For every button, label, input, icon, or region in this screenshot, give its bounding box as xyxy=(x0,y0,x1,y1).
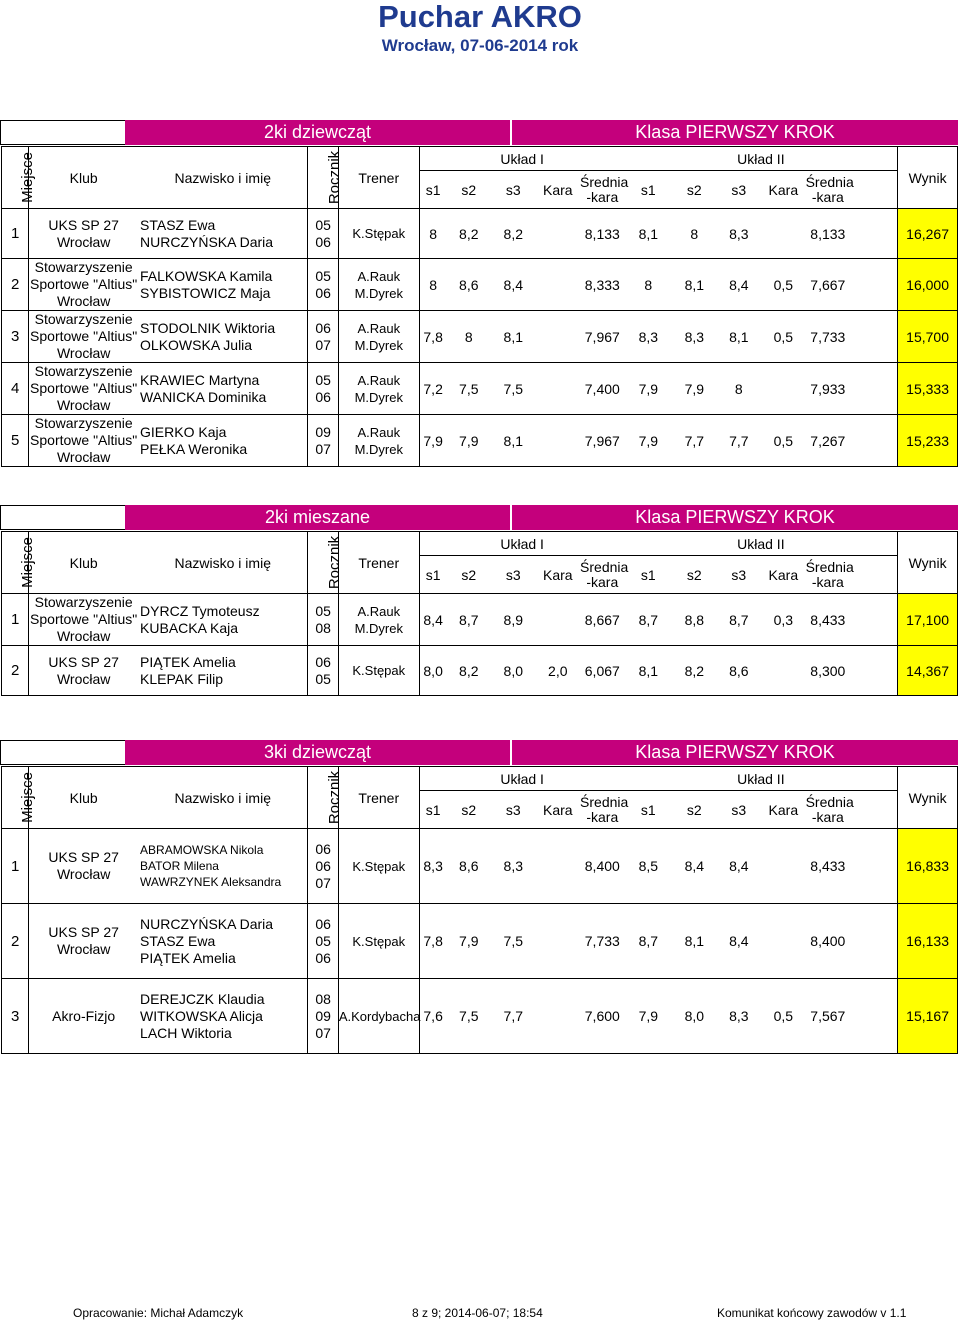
col-trener: Trener xyxy=(338,147,419,209)
col-trener: Trener xyxy=(338,767,419,829)
uklad2-score: 8,1 xyxy=(625,646,673,696)
uklad2-score: 8,1 xyxy=(672,259,717,311)
uklad2-s3: s3 xyxy=(717,556,762,594)
page-subtitle: Wrocław, 07-06-2014 rok xyxy=(381,36,579,55)
uklad2-score: 0,5 xyxy=(761,259,806,311)
uklad1-score: 7,6 xyxy=(419,979,446,1054)
col-wynik: Wynik xyxy=(898,532,958,594)
results-table xyxy=(1,146,958,467)
footer-version: Komunikat końcowy zawodów v 1.1 xyxy=(717,1306,907,1320)
uklad1-score: 2,0 xyxy=(536,646,581,696)
uklad2-score: 8,3 xyxy=(717,209,762,259)
uklad2-s2: s2 xyxy=(672,556,717,594)
header-blank xyxy=(0,505,125,530)
col-rocznik: Rocznik xyxy=(308,767,338,829)
year-cell: 09 07 xyxy=(308,415,338,467)
uklad1-score xyxy=(536,209,581,259)
spacer-cell xyxy=(850,979,898,1054)
uklad2-score: 8,6 xyxy=(717,646,762,696)
place-cell: 2 xyxy=(2,646,29,696)
club-cell: Stowarzyszenie Sportowe "Altius" Wrocław xyxy=(30,415,138,465)
uklad1-s1: s1 xyxy=(419,171,446,209)
club-cell: UKS SP 27 Wrocław xyxy=(29,904,138,979)
place-cell: 3 xyxy=(2,311,29,363)
uklad1-score: 8,400 xyxy=(580,829,625,904)
uklad1-srednia: Średnia -kara xyxy=(580,171,625,209)
uklad1-score: 8,9 xyxy=(491,594,536,646)
uklad2-score: 8,4 xyxy=(717,259,762,311)
uklad2-s2: s2 xyxy=(672,171,717,209)
club-cell: Stowarzyszenie Sportowe "Altius" Wrocław xyxy=(30,311,138,361)
uklad2-score: 7,9 xyxy=(625,979,673,1054)
table-row xyxy=(2,979,958,1054)
uklad2-s3: s3 xyxy=(717,171,762,209)
col-wynik: Wynik xyxy=(898,767,958,829)
uklad2-score: 7,9 xyxy=(625,363,673,415)
place-cell: 4 xyxy=(2,363,29,415)
block-header xyxy=(0,740,960,766)
uklad2-score: 8,0 xyxy=(672,979,717,1054)
uklad1-score xyxy=(536,311,581,363)
uklad1-score: 8,3 xyxy=(491,829,536,904)
uklad1-score xyxy=(536,594,581,646)
names-cell: STODOLNIK Wiktoria OLKOWSKA Julia xyxy=(138,311,308,363)
uklad1-s2: s2 xyxy=(447,791,492,829)
club-cell: Akro-Fizjo xyxy=(29,979,138,1054)
uklad2-s2: s2 xyxy=(672,791,717,829)
year-cell: 05 06 xyxy=(308,209,338,259)
uklad1-s3: s3 xyxy=(491,171,536,209)
spacer-cell xyxy=(850,415,898,467)
uklad2-srednia: Średnia -kara xyxy=(806,556,851,594)
wynik-cell: 16,000 xyxy=(898,259,958,311)
trainer-cell: A.Rauk M.Dyrek xyxy=(338,259,419,311)
club-cell: Stowarzyszenie Sportowe "Altius" Wrocław xyxy=(30,259,138,309)
uklad1-score: 7,400 xyxy=(580,363,625,415)
uklad2-score: 8 xyxy=(672,209,717,259)
col-miejsce: Miejsce xyxy=(2,147,29,209)
category-title: 2ki dziewcząt xyxy=(125,120,510,145)
col-miejsce: Miejsce xyxy=(2,767,29,829)
uklad1-score: 8 xyxy=(447,311,492,363)
col-klub: Klub xyxy=(29,767,138,829)
uklad1-score: 8,6 xyxy=(447,829,492,904)
uklad1-score: 7,9 xyxy=(419,415,446,467)
col-wynik: Wynik xyxy=(898,147,958,209)
col-rocznik: Rocznik xyxy=(308,147,338,209)
trainer-cell: A.Rauk M.Dyrek xyxy=(338,311,419,363)
uklad1-s2: s2 xyxy=(447,171,492,209)
footer-author: Opracowanie: Michał Adamczyk xyxy=(73,1306,244,1320)
uklad2-score: 8,7 xyxy=(625,594,673,646)
uklad1-kara: Kara xyxy=(536,556,581,594)
uklad2-score: 7,7 xyxy=(672,415,717,467)
uklad1-score: 8,6 xyxy=(447,259,492,311)
uklad2-score: 8,8 xyxy=(672,594,717,646)
col-klub: Klub xyxy=(29,147,138,209)
uklad2-kara: Kara xyxy=(761,556,806,594)
uklad2-score: 7,7 xyxy=(717,415,762,467)
spacer-cell xyxy=(850,791,898,829)
club-cell: UKS SP 27 Wrocław xyxy=(29,646,138,696)
uklad2-score xyxy=(761,829,806,904)
uklad2-score: 7,9 xyxy=(672,363,717,415)
uklad2-score: 8,433 xyxy=(806,594,851,646)
trainer-cell: K.Stępak xyxy=(338,646,419,696)
uklad1-score: 7,967 xyxy=(580,415,625,467)
year-cell: 06 05 06 xyxy=(308,904,338,979)
uklad2-score: 0,3 xyxy=(761,594,806,646)
spacer-cell xyxy=(850,904,898,979)
names-cell: PIĄTEK Amelia KLEPAK Filip xyxy=(138,646,308,696)
uklad1-score: 6,067 xyxy=(580,646,625,696)
col-klub: Klub xyxy=(29,532,138,594)
uklad1-score: 7,733 xyxy=(580,904,625,979)
uklad1-score: 8,2 xyxy=(447,209,492,259)
category-title: 2ki mieszane xyxy=(125,505,510,530)
col-nazwisko: Nazwisko i imię xyxy=(138,147,308,209)
wynik-cell: 15,333 xyxy=(898,363,958,415)
uklad1-header: Układ I xyxy=(419,532,624,556)
place-cell: 1 xyxy=(2,209,29,259)
uklad1-score: 8,333 xyxy=(580,259,625,311)
block-header xyxy=(0,505,960,531)
names-cell: NURCZYŃSKA Daria STASZ Ewa PIĄTEK Amelia xyxy=(138,904,308,979)
year-cell: 06 05 xyxy=(308,646,338,696)
wynik-cell: 15,700 xyxy=(898,311,958,363)
place-cell: 2 xyxy=(2,904,29,979)
uklad2-score: 0,5 xyxy=(761,311,806,363)
results-table xyxy=(1,766,958,1054)
trainer-cell: A.Rauk M.Dyrek xyxy=(338,415,419,467)
uklad1-score: 8,2 xyxy=(491,209,536,259)
wynik-cell: 15,167 xyxy=(898,979,958,1054)
uklad1-score xyxy=(536,829,581,904)
uklad1-score: 8,2 xyxy=(447,646,492,696)
uklad2-score: 8,4 xyxy=(717,829,762,904)
trainer-cell: K.Stępak xyxy=(338,829,419,904)
uklad2-score: 8,7 xyxy=(625,904,673,979)
wynik-cell: 14,367 xyxy=(898,646,958,696)
uklad2-srednia: Średnia -kara xyxy=(806,791,851,829)
place-cell: 5 xyxy=(2,415,29,467)
uklad1-score: 8,133 xyxy=(580,209,625,259)
uklad1-score: 8,7 xyxy=(447,594,492,646)
uklad1-score: 8,3 xyxy=(419,829,446,904)
uklad1-header: Układ I xyxy=(419,147,624,171)
block-header xyxy=(0,120,960,146)
uklad1-score: 8,4 xyxy=(491,259,536,311)
uklad2-score: 7,933 xyxy=(806,363,851,415)
wynik-cell: 17,100 xyxy=(898,594,958,646)
category-title: 3ki dziewcząt xyxy=(125,740,510,765)
year-cell: 05 08 xyxy=(308,594,338,646)
uklad2-header: Układ II xyxy=(625,532,898,556)
uklad1-score: 8,4 xyxy=(419,594,446,646)
trainer-cell: K.Stępak xyxy=(338,209,419,259)
uklad1-score: 7,967 xyxy=(580,311,625,363)
header-blank xyxy=(0,740,125,765)
page-title: Puchar AKRO xyxy=(378,0,582,34)
uklad2-s1: s1 xyxy=(625,791,673,829)
club-cell: UKS SP 27 Wrocław xyxy=(29,829,138,904)
year-cell: 05 06 xyxy=(308,363,338,415)
uklad1-score: 7,7 xyxy=(491,979,536,1054)
uklad1-s1: s1 xyxy=(419,556,446,594)
uklad1-header: Układ I xyxy=(419,767,624,791)
uklad2-score: 8,400 xyxy=(806,904,851,979)
uklad2-score xyxy=(761,363,806,415)
year-cell: 06 06 07 xyxy=(308,829,338,904)
place-cell: 1 xyxy=(2,829,29,904)
uklad2-score: 8,1 xyxy=(717,311,762,363)
uklad2-score: 7,567 xyxy=(806,979,851,1054)
uklad2-score: 8,4 xyxy=(672,829,717,904)
uklad1-score: 7,5 xyxy=(491,904,536,979)
uklad2-s1: s1 xyxy=(625,556,673,594)
spacer-cell xyxy=(850,171,898,209)
spacer-cell xyxy=(850,259,898,311)
uklad2-score: 8,300 xyxy=(806,646,851,696)
uklad2-header: Układ II xyxy=(625,767,898,791)
spacer-cell xyxy=(850,209,898,259)
table-row xyxy=(2,594,958,646)
club-cell: Stowarzyszenie Sportowe "Altius" Wrocław xyxy=(30,363,138,413)
uklad1-score: 7,5 xyxy=(491,363,536,415)
names-cell: DEREJCZK Klaudia WITKOWSKA Alicja LACH Wiktoria xyxy=(138,979,308,1054)
uklad2-score: 8,133 xyxy=(806,209,851,259)
uklad1-score: 8,0 xyxy=(419,646,446,696)
uklad2-score: 8,1 xyxy=(672,904,717,979)
uklad2-score: 8,3 xyxy=(717,979,762,1054)
spacer-cell xyxy=(850,311,898,363)
club-cell: UKS SP 27 Wrocław xyxy=(29,209,138,259)
uklad2-score: 8,7 xyxy=(717,594,762,646)
results-table xyxy=(1,531,958,696)
year-cell: 06 07 xyxy=(308,311,338,363)
uklad1-score xyxy=(536,979,581,1054)
uklad2-score: 8,2 xyxy=(672,646,717,696)
wynik-cell: 15,233 xyxy=(898,415,958,467)
place-cell: 3 xyxy=(2,979,29,1054)
uklad2-score: 8,3 xyxy=(672,311,717,363)
spacer-cell xyxy=(850,829,898,904)
uklad1-score: 7,8 xyxy=(419,311,446,363)
uklad2-score: 8 xyxy=(625,259,673,311)
uklad1-score: 8,0 xyxy=(491,646,536,696)
uklad2-score xyxy=(761,904,806,979)
uklad2-header: Układ II xyxy=(625,147,898,171)
names-cell: KRAWIEC Martyna WANICKA Dominika xyxy=(138,363,308,415)
uklad1-score: 7,5 xyxy=(447,979,492,1054)
table-row xyxy=(2,829,958,904)
wynik-cell: 16,267 xyxy=(898,209,958,259)
uklad1-kara: Kara xyxy=(536,791,581,829)
table-row xyxy=(2,259,958,311)
table-row xyxy=(2,415,958,467)
place-cell: 1 xyxy=(2,594,29,646)
col-rocznik: Rocznik xyxy=(308,532,338,594)
uklad1-s1: s1 xyxy=(419,791,446,829)
names-cell: STASZ Ewa NURCZYŃSKA Daria xyxy=(138,209,308,259)
uklad1-score xyxy=(536,259,581,311)
uklad1-score: 7,600 xyxy=(580,979,625,1054)
uklad2-srednia: Średnia -kara xyxy=(806,171,851,209)
club-cell: Stowarzyszenie Sportowe "Altius" Wrocław xyxy=(30,594,138,644)
uklad2-score: 0,5 xyxy=(761,415,806,467)
uklad2-score: 8,1 xyxy=(625,209,673,259)
spacer-cell xyxy=(850,594,898,646)
names-cell: GIERKO Kaja PEŁKA Weronika xyxy=(138,415,308,467)
table-row xyxy=(2,209,958,259)
class-title: Klasa PIERWSZY KROK xyxy=(512,120,958,145)
uklad1-score: 7,2 xyxy=(419,363,446,415)
uklad1-score: 8,1 xyxy=(491,311,536,363)
names-cell: DYRCZ Tymoteusz KUBACKA Kaja xyxy=(138,594,308,646)
uklad1-s3: s3 xyxy=(491,556,536,594)
uklad2-score xyxy=(761,646,806,696)
uklad1-score: 7,9 xyxy=(447,415,492,467)
uklad2-s1: s1 xyxy=(625,171,673,209)
uklad1-srednia: Średnia -kara xyxy=(580,791,625,829)
uklad1-srednia: Średnia -kara xyxy=(580,556,625,594)
uklad2-score: 8,5 xyxy=(625,829,673,904)
col-nazwisko: Nazwisko i imię xyxy=(138,767,308,829)
uklad1-score: 8 xyxy=(419,209,446,259)
uklad1-score: 8,1 xyxy=(491,415,536,467)
wynik-cell: 16,133 xyxy=(898,904,958,979)
col-trener: Trener xyxy=(338,532,419,594)
names-cell: ABRAMOWSKA Nikola BATOR Milena WAWRZYNEK Aleksandra xyxy=(138,829,308,904)
uklad2-score: 0,5 xyxy=(761,979,806,1054)
uklad2-score: 8 xyxy=(717,363,762,415)
table-row xyxy=(2,311,958,363)
wynik-cell: 16,833 xyxy=(898,829,958,904)
uklad1-kara: Kara xyxy=(536,171,581,209)
uklad2-score xyxy=(761,209,806,259)
trainer-cell: A.Kordybacha xyxy=(338,979,419,1054)
uklad1-score xyxy=(536,363,581,415)
table-row xyxy=(2,904,958,979)
uklad1-s3: s3 xyxy=(491,791,536,829)
trainer-cell: K.Stępak xyxy=(338,904,419,979)
uklad2-kara: Kara xyxy=(761,791,806,829)
uklad2-score: 7,667 xyxy=(806,259,851,311)
place-cell: 2 xyxy=(2,259,29,311)
table-row xyxy=(2,646,958,696)
footer-page-info: 8 z 9; 2014-06-07; 18:54 xyxy=(412,1306,543,1320)
uklad2-score: 7,9 xyxy=(625,415,673,467)
uklad1-score: 7,5 xyxy=(447,363,492,415)
uklad2-score: 8,3 xyxy=(625,311,673,363)
year-cell: 08 09 07 xyxy=(308,979,338,1054)
spacer-cell xyxy=(850,363,898,415)
uklad1-score: 7,9 xyxy=(447,904,492,979)
header-blank xyxy=(0,120,125,145)
trainer-cell: A.Rauk M.Dyrek xyxy=(338,594,419,646)
col-miejsce: Miejsce xyxy=(2,532,29,594)
uklad1-score: 7,8 xyxy=(419,904,446,979)
uklad1-score: 8,667 xyxy=(580,594,625,646)
table-row xyxy=(2,363,958,415)
uklad2-score: 8,433 xyxy=(806,829,851,904)
uklad1-score xyxy=(536,904,581,979)
year-cell: 05 06 xyxy=(308,259,338,311)
spacer-cell xyxy=(850,556,898,594)
uklad2-kara: Kara xyxy=(761,171,806,209)
class-title: Klasa PIERWSZY KROK xyxy=(512,505,958,530)
uklad1-score: 8 xyxy=(419,259,446,311)
trainer-cell: A.Rauk M.Dyrek xyxy=(338,363,419,415)
class-title: Klasa PIERWSZY KROK xyxy=(512,740,958,765)
col-nazwisko: Nazwisko i imię xyxy=(138,532,308,594)
uklad2-s3: s3 xyxy=(717,791,762,829)
uklad1-score xyxy=(536,415,581,467)
uklad2-score: 8,4 xyxy=(717,904,762,979)
spacer-cell xyxy=(850,646,898,696)
uklad1-s2: s2 xyxy=(447,556,492,594)
uklad2-score: 7,267 xyxy=(806,415,851,467)
names-cell: FALKOWSKA Kamila SYBISTOWICZ Maja xyxy=(138,259,308,311)
uklad2-score: 7,733 xyxy=(806,311,851,363)
